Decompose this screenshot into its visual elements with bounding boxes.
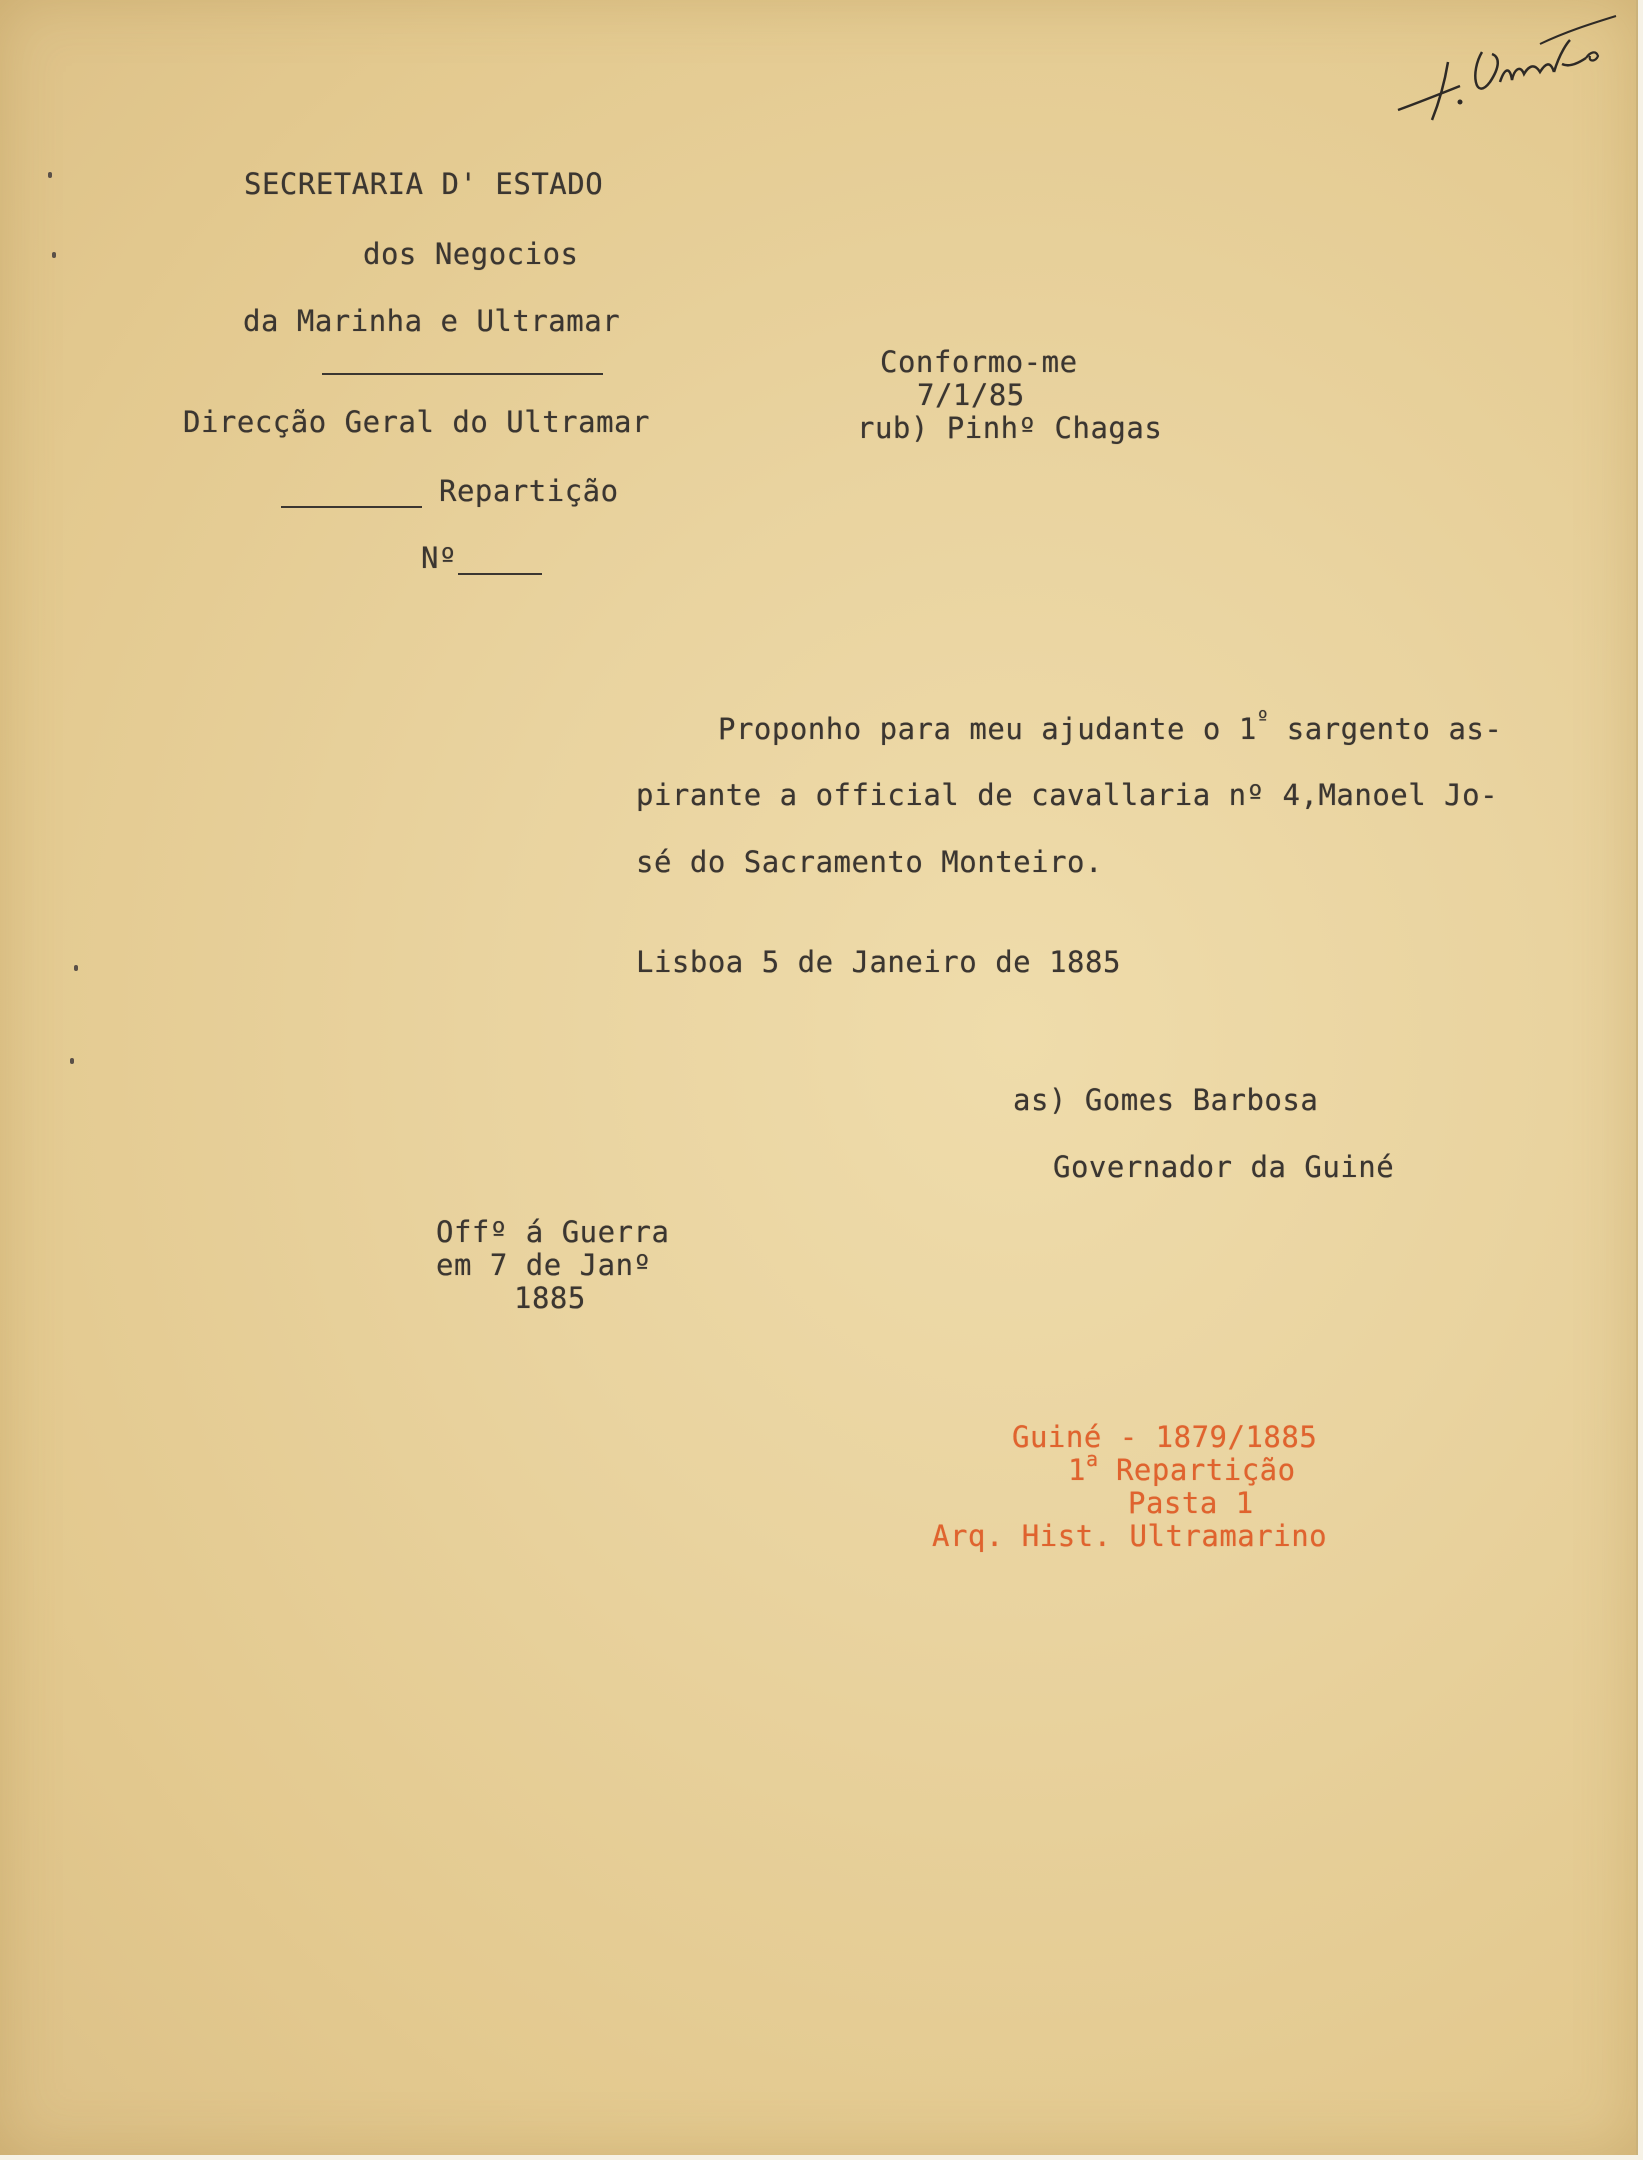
repartition-blank [281,506,422,508]
body-line-1-pre: Proponho para meu ajudante o 1 [718,712,1257,746]
archive-stamp-line-4: Arq. Hist. Ultramarino [932,1519,1328,1553]
margin-speck [52,252,56,258]
archive-stamp-line-2 [1068,1447,1296,1490]
handwritten-signature [1390,12,1620,127]
body-line-2: pirante a official de cavallaria nº 4,Manoel Jo- [636,778,1499,812]
archive-stamp-line-3: Pasta 1 [1128,1486,1254,1520]
body-line-1 [718,706,1503,749]
body-line-1-post: sargento as- [1268,712,1503,746]
place-date: Lisboa 5 de Janeiro de 1885 [636,945,1121,979]
approval-conformo: Conformo-me [880,345,1078,379]
office-note-line-3: 1885 [514,1281,586,1315]
scan-border [0,2155,1643,2160]
margin-speck [48,172,52,178]
signatory-name: as) Gomes Barbosa [1013,1083,1319,1117]
office-note-line-2: em 7 de Janº [436,1248,652,1282]
archive-stamp-sup: a [1085,1447,1099,1471]
header-negocios: dos Negocios [363,237,579,271]
header-number-label: Nº [421,541,457,575]
office-note-line-1: Offº á Guerra [436,1215,670,1249]
header-ministry: SECRETARIA D' ESTADO [244,167,604,201]
archive-stamp-line-1: Guiné - 1879/1885 [1012,1420,1318,1454]
header-marinha: da Marinha e Ultramar [243,304,621,338]
margin-speck [70,1058,74,1064]
header-repartition: Repartição [439,474,619,508]
signatory-title: Governador da Guiné [1053,1150,1395,1184]
approval-rubric: rub) Pinhº Chagas [857,411,1163,445]
margin-speck [74,965,78,971]
header-divider [322,373,603,375]
body-line-3: sé do Sacramento Monteiro. [636,845,1103,879]
header-direccao: Direcção Geral do Ultramar [183,405,650,439]
approval-date: 7/1/85 [917,378,1025,412]
number-blank [458,573,542,575]
ordinal-mark: º [1256,706,1269,730]
archive-stamp-text: Repartição [1098,1453,1296,1487]
archive-stamp-num: 1 [1068,1453,1086,1487]
